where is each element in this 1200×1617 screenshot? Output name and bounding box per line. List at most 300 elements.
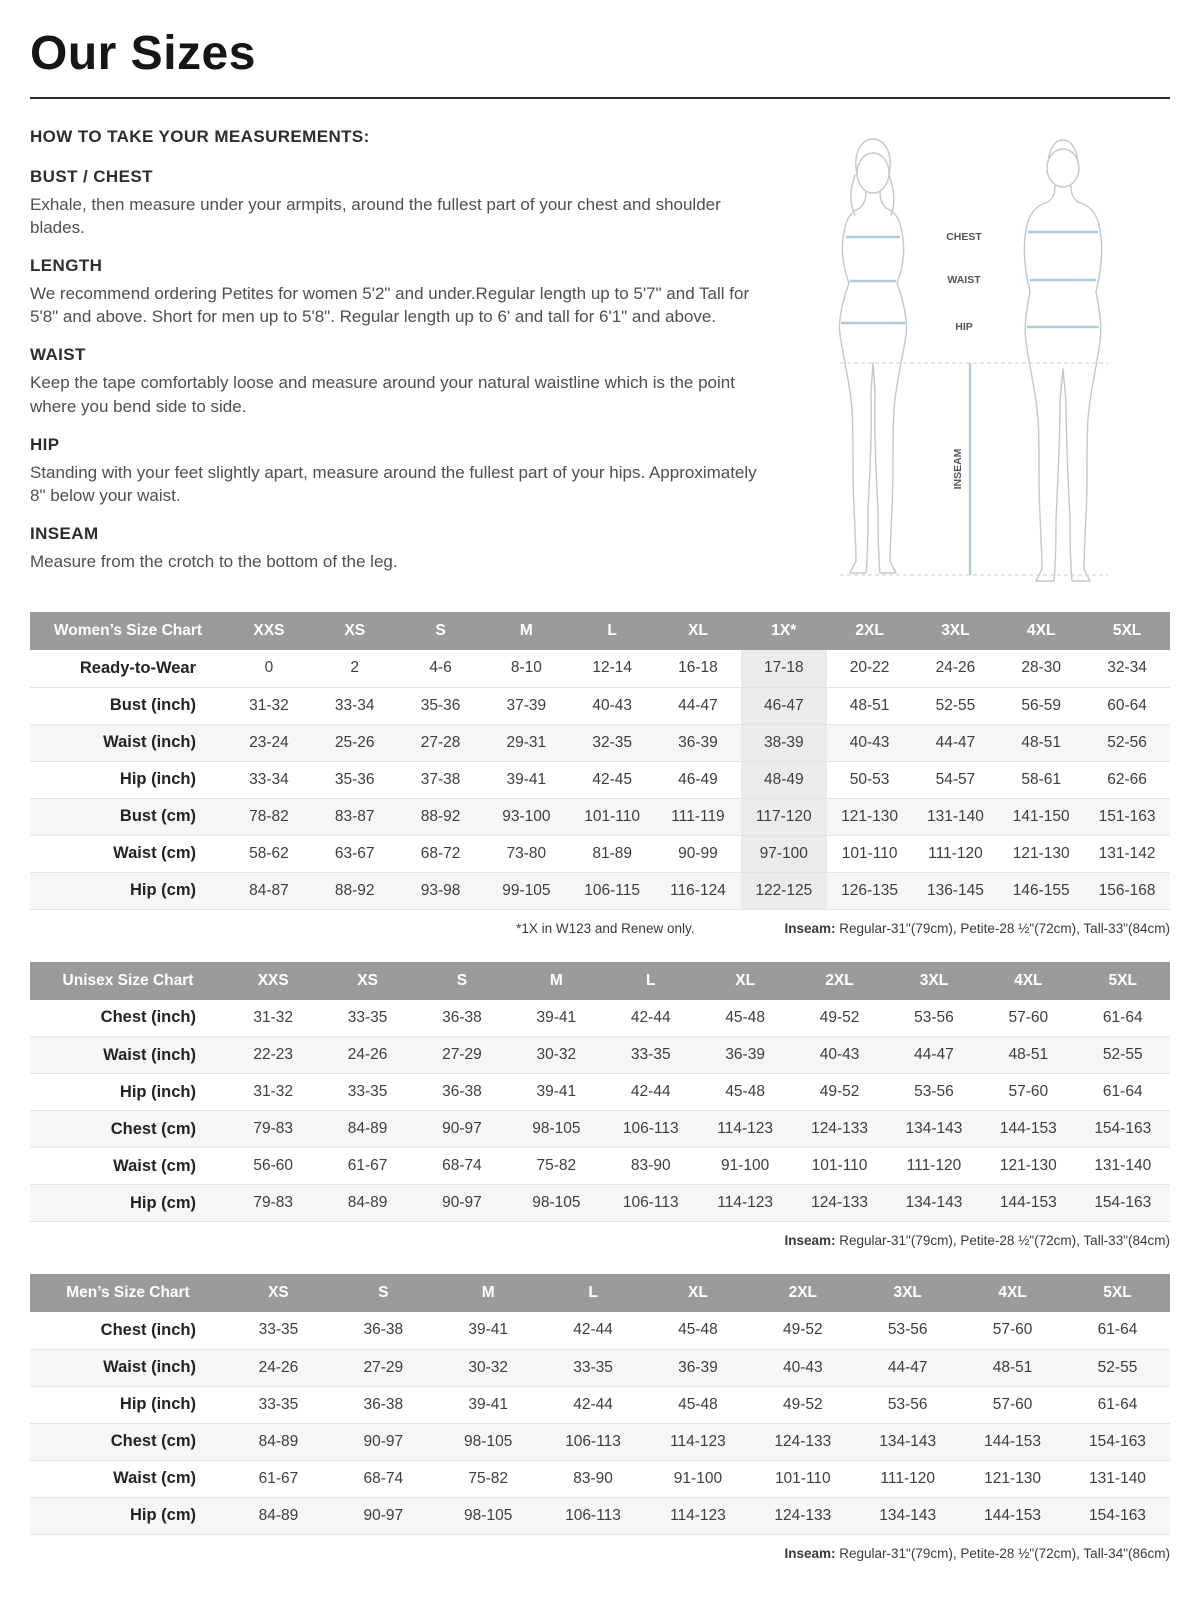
size-cell: 33-35 (226, 1312, 331, 1349)
size-cell: 33-35 (541, 1349, 646, 1386)
size-cell: 35-36 (398, 687, 484, 724)
row-label: Chest (cm) (30, 1111, 226, 1148)
size-cell: 36-39 (698, 1037, 792, 1074)
size-row (30, 798, 1170, 835)
size-cell: 97-100 (741, 835, 827, 872)
size-cell: 32-34 (1084, 650, 1170, 687)
size-cell: 68-74 (331, 1460, 436, 1497)
size-row (30, 1460, 1170, 1497)
size-cell: 101-110 (792, 1148, 886, 1185)
row-label: Waist (cm) (30, 1148, 226, 1185)
size-cell: 30-32 (509, 1037, 603, 1074)
size-cell: 68-72 (398, 835, 484, 872)
size-cell: 75-82 (436, 1460, 541, 1497)
size-cell: 53-56 (887, 1074, 981, 1111)
header-row (30, 612, 1170, 650)
size-row (30, 761, 1170, 798)
size-cell: 84-89 (226, 1423, 331, 1460)
size-cell: 33-34 (226, 761, 312, 798)
mens-size-chart-table (30, 1274, 1170, 1535)
size-cell: 99-105 (483, 872, 569, 909)
size-cell: 27-29 (331, 1349, 436, 1386)
size-column-header: L (569, 612, 655, 650)
size-row (30, 1312, 1170, 1349)
size-cell: 98-105 (509, 1111, 603, 1148)
size-cell: 53-56 (855, 1386, 960, 1423)
size-cell: 79-83 (226, 1185, 320, 1222)
size-cell: 48-49 (741, 761, 827, 798)
size-cell: 49-52 (792, 1000, 886, 1037)
size-column-header: 5XL (1065, 1274, 1170, 1312)
size-cell: 101-110 (750, 1460, 855, 1497)
size-cell: 78-82 (226, 798, 312, 835)
size-cell: 49-52 (750, 1386, 855, 1423)
size-cell: 45-48 (698, 1074, 792, 1111)
size-cell: 31-32 (226, 1000, 320, 1037)
size-row (30, 1074, 1170, 1111)
unisex-size-chart-section (30, 962, 1170, 1249)
size-cell: 44-47 (913, 724, 999, 761)
size-cell: 23-24 (226, 724, 312, 761)
size-column-header: S (331, 1274, 436, 1312)
size-cell: 141-150 (998, 798, 1084, 835)
size-cell: 146-155 (998, 872, 1084, 909)
size-cell: 106-113 (541, 1423, 646, 1460)
row-label: Chest (inch) (30, 1000, 226, 1037)
size-column-header: L (541, 1274, 646, 1312)
size-cell: 36-38 (415, 1000, 509, 1037)
size-cell: 156-168 (1084, 872, 1170, 909)
size-cell: 8-10 (483, 650, 569, 687)
size-cell: 52-55 (1065, 1349, 1170, 1386)
size-column-header: 3XL (855, 1274, 960, 1312)
row-label: Hip (inch) (30, 1074, 226, 1111)
size-cell: 44-47 (887, 1037, 981, 1074)
size-cell: 84-89 (320, 1111, 414, 1148)
size-cell: 33-35 (320, 1074, 414, 1111)
size-cell: 39-41 (509, 1000, 603, 1037)
title-divider (30, 97, 1170, 99)
size-column-header: XL (698, 962, 792, 1000)
size-cell: 98-105 (436, 1423, 541, 1460)
size-column-header: 2XL (827, 612, 913, 650)
size-cell: 83-90 (604, 1148, 698, 1185)
size-cell: 45-48 (646, 1312, 751, 1349)
row-label: Waist (inch) (30, 1349, 226, 1386)
size-cell: 114-123 (646, 1497, 751, 1534)
size-cell: 134-143 (855, 1497, 960, 1534)
size-cell: 46-49 (655, 761, 741, 798)
row-label: Waist (inch) (30, 1037, 226, 1074)
chest-label: CHEST (946, 231, 982, 243)
size-column-header: S (398, 612, 484, 650)
size-cell: 134-143 (855, 1423, 960, 1460)
size-cell: 73-80 (483, 835, 569, 872)
size-cell: 90-97 (415, 1111, 509, 1148)
waist-label: WAIST (947, 274, 981, 286)
size-cell: 39-41 (509, 1074, 603, 1111)
section-bust-chest (30, 167, 764, 239)
size-cell: 4-6 (398, 650, 484, 687)
size-cell: 53-56 (887, 1000, 981, 1037)
size-cell: 2 (312, 650, 398, 687)
inseam-note-text: Regular-31"(79cm), Petite-28 ½"(72cm), Tall-34"(86cm) (835, 1545, 1170, 1561)
section-body: Keep the tape comfortably loose and measure around your natural waistline which is the point where you bend side to side. (30, 373, 735, 416)
unisex-table-footnote (30, 1233, 1170, 1248)
size-cell: 154-163 (1076, 1185, 1170, 1222)
size-cell: 111-119 (655, 798, 741, 835)
size-cell: 126-135 (827, 872, 913, 909)
size-cell: 90-97 (331, 1423, 436, 1460)
size-cell: 48-51 (827, 687, 913, 724)
figure-labels (946, 231, 982, 489)
row-label: Waist (inch) (30, 724, 226, 761)
mens-size-chart-section (30, 1274, 1170, 1561)
inseam-note (784, 1233, 1170, 1248)
size-cell: 124-133 (750, 1497, 855, 1534)
size-cell: 151-163 (1084, 798, 1170, 835)
size-column-header: 5XL (1084, 612, 1170, 650)
section-body: Exhale, then measure under your armpits, around the fullest part of your chest and shoulder blades. (30, 195, 721, 238)
size-cell: 42-44 (604, 1000, 698, 1037)
size-column-header: XS (312, 612, 398, 650)
size-cell: 90-97 (415, 1185, 509, 1222)
size-cell: 39-41 (483, 761, 569, 798)
section-inseam (30, 524, 764, 573)
size-cell: 88-92 (398, 798, 484, 835)
size-row (30, 724, 1170, 761)
size-cell: 56-60 (226, 1148, 320, 1185)
size-cell: 45-48 (698, 1000, 792, 1037)
size-cell: 90-99 (655, 835, 741, 872)
size-cell: 20-22 (827, 650, 913, 687)
size-cell: 124-133 (750, 1423, 855, 1460)
size-cell: 98-105 (509, 1185, 603, 1222)
header-row (30, 1274, 1170, 1312)
size-cell: 27-28 (398, 724, 484, 761)
size-cell: 62-66 (1084, 761, 1170, 798)
hip-label: HIP (955, 321, 973, 333)
size-cell: 32-35 (569, 724, 655, 761)
size-row (30, 1111, 1170, 1148)
size-cell: 56-59 (998, 687, 1084, 724)
size-cell: 63-67 (312, 835, 398, 872)
size-cell: 106-113 (604, 1185, 698, 1222)
size-row (30, 1423, 1170, 1460)
size-row (30, 1185, 1170, 1222)
size-cell: 68-74 (415, 1148, 509, 1185)
row-label: Chest (cm) (30, 1423, 226, 1460)
size-column-header: 4XL (981, 962, 1075, 1000)
size-cell: 52-56 (1084, 724, 1170, 761)
size-row (30, 1148, 1170, 1185)
womens-size-chart-table (30, 612, 1170, 910)
size-cell: 98-105 (436, 1497, 541, 1534)
man-figure (1024, 140, 1101, 581)
size-cell: 154-163 (1065, 1423, 1170, 1460)
size-cell: 37-38 (398, 761, 484, 798)
size-cell: 144-153 (981, 1185, 1075, 1222)
size-cell: 39-41 (436, 1312, 541, 1349)
size-cell: 131-140 (1065, 1460, 1170, 1497)
size-cell: 29-31 (483, 724, 569, 761)
size-cell: 33-35 (226, 1386, 331, 1423)
size-column-header: 4XL (960, 1274, 1065, 1312)
size-cell: 49-52 (750, 1312, 855, 1349)
size-cell: 124-133 (792, 1111, 886, 1148)
womens-table-footnote (30, 921, 1170, 936)
size-cell: 131-140 (1076, 1148, 1170, 1185)
size-cell: 83-87 (312, 798, 398, 835)
size-cell: 121-130 (960, 1460, 1065, 1497)
size-cell: 40-43 (750, 1349, 855, 1386)
size-cell: 48-51 (960, 1349, 1065, 1386)
size-cell: 12-14 (569, 650, 655, 687)
size-column-header: XL (646, 1274, 751, 1312)
row-label: Bust (inch) (30, 687, 226, 724)
row-label: Bust (cm) (30, 798, 226, 835)
size-cell: 114-123 (698, 1111, 792, 1148)
size-cell: 44-47 (655, 687, 741, 724)
size-row (30, 1037, 1170, 1074)
size-row (30, 835, 1170, 872)
inseam-note-label: Inseam: (784, 1233, 836, 1248)
size-column-header: L (604, 962, 698, 1000)
size-cell: 131-140 (913, 798, 999, 835)
size-cell: 61-67 (320, 1148, 414, 1185)
unisex-size-chart-table (30, 962, 1170, 1223)
size-column-header: M (483, 612, 569, 650)
measurement-instructions-section (30, 127, 1170, 606)
size-cell: 84-87 (226, 872, 312, 909)
size-cell: 39-41 (436, 1386, 541, 1423)
size-cell: 154-163 (1065, 1497, 1170, 1534)
womens-size-chart-section (30, 612, 1170, 936)
size-column-header: 4XL (998, 612, 1084, 650)
size-cell: 31-32 (226, 1074, 320, 1111)
size-cell: 35-36 (312, 761, 398, 798)
size-column-header: S (415, 962, 509, 1000)
size-cell: 106-113 (541, 1497, 646, 1534)
size-cell: 84-89 (226, 1497, 331, 1534)
size-cell: 45-48 (646, 1386, 751, 1423)
size-column-header: 1X* (741, 612, 827, 650)
size-cell: 49-52 (792, 1074, 886, 1111)
size-cell: 91-100 (646, 1460, 751, 1497)
size-cell: 57-60 (960, 1386, 1065, 1423)
instructions-column (30, 127, 764, 606)
size-cell: 36-38 (415, 1074, 509, 1111)
size-cell: 28-30 (998, 650, 1084, 687)
size-cell: 61-64 (1076, 1000, 1170, 1037)
size-cell: 0 (226, 650, 312, 687)
woman-figure (839, 139, 906, 573)
size-column-header: 3XL (913, 612, 999, 650)
size-row (30, 687, 1170, 724)
size-column-header: XXS (226, 612, 312, 650)
inseam-note-label: Inseam: (784, 1545, 836, 1561)
size-cell: 106-113 (604, 1111, 698, 1148)
size-cell: 30-32 (436, 1349, 541, 1386)
section-title: BUST / CHEST (30, 167, 153, 186)
size-cell: 57-60 (960, 1312, 1065, 1349)
inseam-note-text: Regular-31"(79cm), Petite-28 ½"(72cm), Tall-33"(84cm) (835, 1233, 1170, 1248)
size-cell: 84-89 (320, 1185, 414, 1222)
size-cell: 52-55 (1076, 1037, 1170, 1074)
size-cell: 46-47 (741, 687, 827, 724)
row-label: Hip (cm) (30, 1497, 226, 1534)
size-cell: 42-44 (541, 1386, 646, 1423)
section-body: Standing with your feet slightly apart, measure around the fullest part of your hips. Approximately 8" below your waist. (30, 462, 757, 505)
size-cell: 61-67 (226, 1460, 331, 1497)
row-label: Chest (inch) (30, 1312, 226, 1349)
size-cell: 134-143 (887, 1111, 981, 1148)
size-cell: 79-83 (226, 1111, 320, 1148)
section-body: Measure from the crotch to the bottom of the leg. (30, 551, 398, 571)
size-row (30, 1349, 1170, 1386)
size-cell: 117-120 (741, 798, 827, 835)
size-cell: 57-60 (981, 1074, 1075, 1111)
size-cell: 36-39 (655, 724, 741, 761)
size-cell: 36-39 (646, 1349, 751, 1386)
size-cell: 116-124 (655, 872, 741, 909)
size-cell: 36-38 (331, 1386, 436, 1423)
size-cell: 93-100 (483, 798, 569, 835)
size-cell: 121-130 (998, 835, 1084, 872)
row-label: Hip (inch) (30, 761, 226, 798)
size-cell: 36-38 (331, 1312, 436, 1349)
size-cell: 37-39 (483, 687, 569, 724)
size-column-header: M (436, 1274, 541, 1312)
row-label: Hip (cm) (30, 1185, 226, 1222)
size-column-header: XS (226, 1274, 331, 1312)
size-cell: 33-35 (320, 1000, 414, 1037)
row-label: Hip (inch) (30, 1386, 226, 1423)
row-label: Hip (cm) (30, 872, 226, 909)
size-column-header: M (509, 962, 603, 1000)
size-cell: 90-97 (331, 1497, 436, 1534)
size-column-header: XS (320, 962, 414, 1000)
row-label: Ready-to-Wear (30, 650, 226, 687)
size-cell: 134-143 (887, 1185, 981, 1222)
section-body: We recommend ordering Petites for women 5'2" and under.Regular length up to 5'7" and Tall for 5'8" and above. Short for men up to 5'8". Regular length up to 6' and tall for 6'1" and above. (30, 284, 750, 327)
size-cell: 24-26 (226, 1349, 331, 1386)
size-column-header: XL (655, 612, 741, 650)
page-title: Our Sizes (30, 27, 256, 80)
size-row (30, 1497, 1170, 1534)
size-cell: 42-44 (604, 1074, 698, 1111)
size-cell: 25-26 (312, 724, 398, 761)
inseam-note (784, 1546, 1170, 1561)
size-cell: 16-18 (655, 650, 741, 687)
size-cell: 144-153 (981, 1111, 1075, 1148)
inseam-label: INSEAM (952, 448, 964, 490)
size-cell: 131-142 (1084, 835, 1170, 872)
size-cell: 61-64 (1065, 1386, 1170, 1423)
size-cell: 101-110 (827, 835, 913, 872)
size-row (30, 1000, 1170, 1037)
size-cell: 121-130 (827, 798, 913, 835)
size-cell: 93-98 (398, 872, 484, 909)
size-cell: 61-64 (1076, 1074, 1170, 1111)
size-column-header: 5XL (1076, 962, 1170, 1000)
section-hip (30, 435, 764, 507)
body-measurement-illustration (778, 131, 1170, 601)
section-length (30, 256, 764, 328)
size-cell: 122-125 (741, 872, 827, 909)
size-cell: 61-64 (1065, 1312, 1170, 1349)
size-cell: 154-163 (1076, 1111, 1170, 1148)
size-column-header: XXS (226, 962, 320, 1000)
size-row (30, 650, 1170, 687)
size-cell: 48-51 (981, 1037, 1075, 1074)
row-label: Waist (cm) (30, 835, 226, 872)
size-cell: 24-26 (320, 1037, 414, 1074)
size-cell: 33-34 (312, 687, 398, 724)
size-cell: 31-32 (226, 687, 312, 724)
table-title: Women’s Size Chart (30, 612, 226, 650)
size-cell: 40-43 (569, 687, 655, 724)
mens-table-footnote (30, 1546, 1170, 1561)
size-cell: 17-18 (741, 650, 827, 687)
size-cell: 60-64 (1084, 687, 1170, 724)
size-cell: 40-43 (827, 724, 913, 761)
size-cell: 42-45 (569, 761, 655, 798)
size-cell: 121-130 (981, 1148, 1075, 1185)
size-cell: 144-153 (960, 1497, 1065, 1534)
row-label: Waist (cm) (30, 1460, 226, 1497)
inseam-note-label: Inseam: (784, 920, 836, 936)
size-cell: 111-120 (913, 835, 999, 872)
section-title: WAIST (30, 345, 86, 365)
size-row (30, 872, 1170, 909)
size-cell: 114-123 (698, 1185, 792, 1222)
size-cell: 27-29 (415, 1037, 509, 1074)
size-cell: 81-89 (569, 835, 655, 872)
size-cell: 114-123 (646, 1423, 751, 1460)
measurement-figure (778, 127, 1170, 606)
size-cell: 144-153 (960, 1423, 1065, 1460)
section-title: HIP (30, 434, 60, 454)
instructions-heading: HOW TO TAKE YOUR MEASUREMENTS: (30, 127, 370, 146)
size-cell: 53-56 (855, 1312, 960, 1349)
size-cell: 91-100 (698, 1148, 792, 1185)
size-row (30, 1386, 1170, 1423)
size-cell: 52-55 (913, 687, 999, 724)
size-cell: 40-43 (792, 1037, 886, 1074)
size-column-header: 2XL (750, 1274, 855, 1312)
size-cell: 50-53 (827, 761, 913, 798)
size-cell: 24-26 (913, 650, 999, 687)
footnote-1x-note: *1X in W123 and Renew only. (516, 920, 695, 936)
inseam-note-text: Regular-31"(79cm), Petite-28 ½"(72cm), Tall-33"(84cm) (835, 920, 1170, 936)
size-cell: 75-82 (509, 1148, 603, 1185)
size-cell: 83-90 (541, 1460, 646, 1497)
table-title: Unisex Size Chart (30, 962, 226, 1000)
size-cell: 57-60 (981, 1000, 1075, 1037)
section-title: INSEAM (30, 523, 99, 543)
size-cell: 58-62 (226, 835, 312, 872)
size-cell: 101-110 (569, 798, 655, 835)
size-cell: 124-133 (792, 1185, 886, 1222)
size-cell: 111-120 (855, 1460, 960, 1497)
size-cell: 106-115 (569, 872, 655, 909)
size-column-header: 3XL (887, 962, 981, 1000)
size-cell: 58-61 (998, 761, 1084, 798)
size-cell: 42-44 (541, 1312, 646, 1349)
size-cell: 44-47 (855, 1349, 960, 1386)
size-column-header: 2XL (792, 962, 886, 1000)
